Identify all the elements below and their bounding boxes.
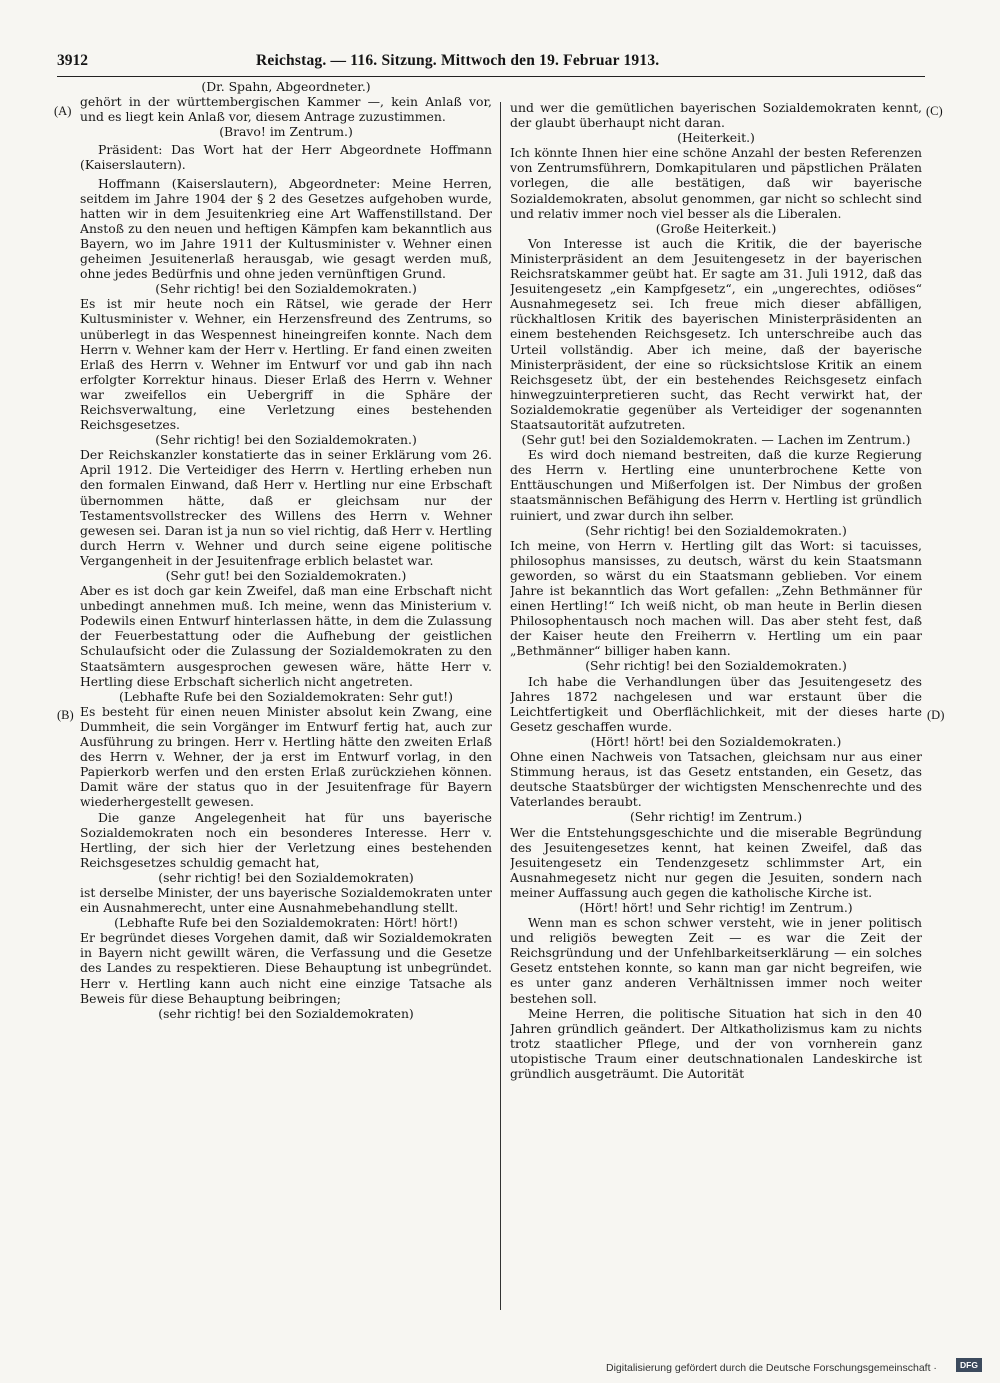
running-header (57, 52, 925, 74)
speech-paragraph: Es ist mir heute noch ein Rätsel, wie gerade der Herr Kultusminister v. Wehner, ein Herzensfreund des Zentrums, so unüberlegt in das Wespennest hineingreifen konnte. Nach dem Herrn v. Wehner kam der Herr v. Hertling. Er fand einen zweiten Erlaß des Herrn v. Wehner im Entwurf vor und gab ihn nach erfolgter Korrektur hinaus. Dieser Erlaß des Herrn v. Wehner war zweifellos ein Uebergriff in die Sphäre der Reichsverwaltung, eine Verletzung eines bestehenden Reichsgesetzes. (80, 296, 492, 433)
interjection: (Sehr richtig! bei den Sozialdemokraten.) (585, 522, 847, 538)
interjection: (Sehr richtig! bei den Sozialdemokraten.) (155, 281, 417, 297)
interjection: (Sehr richtig! bei den Sozialdemokraten.) (585, 658, 847, 674)
speech-paragraph: Ich habe die Verhandlungen über das Jesuitengesetz des Jahres 1872 nachgelesen und war erstaunt über die Leichtfertigkeit und Oberflächlichkeit, mit der dieses harte Gesetz geschaffen wurde. (510, 673, 922, 734)
interjection: (Große Heiterkeit.) (655, 220, 777, 236)
speech-paragraph: und wer die gemütlichen bayerischen Sozialdemokraten kennt, der glaubt überhaupt nicht daran. (510, 100, 922, 131)
interjection: (Sehr richtig! im Zentrum.) (629, 809, 803, 825)
speech-paragraph: Präsident: Das Wort hat der Herr Abgeordnete Hoffmann (Kaiserslautern). (80, 142, 492, 173)
interjection: (Heiterkeit.) (677, 130, 755, 146)
right-text-column (510, 100, 922, 1315)
interjection: (Lebhafte Rufe bei den Sozialdemokraten: Sehr gut!) (119, 688, 453, 704)
interjection: (Sehr richtig! bei den Sozialdemokraten.) (155, 432, 417, 448)
header-rule (57, 76, 925, 77)
speech-paragraph: Hoffmann (Kaiserslautern), Abgeordneter: Meine Herren, seitdem im Jahre 1904 der § 2 des Gesetzes aufgehoben wurde, hatten wir in dem Jesuitenkrieg eine Art Waffenstillstand. Der Anstoß zu den neuen und heftigen Kämpfen kam bekanntlich aus Bayern, wo im Jahre 1911 der Kultusminister v. Wehner einen geheimen Jesuitenerlaß herausgab, wie gesagt werden muß, ohne jedes Bedürfnis und ohne jeden vernünftigen Grund. (80, 175, 492, 282)
interjection: (Bravo! im Zentrum.) (219, 124, 353, 140)
speech-paragraph: Ohne einen Nachweis von Tatsachen, gleichsam nur aus einer Stimmung heraus, ist das Gesetz entstanden, ein Gesetz, das deutsche Staatsbürger der wichtigsten Menschenrechte und des Vaterlandes beraubt. (510, 749, 922, 810)
interjection: (Hört! hört! und Sehr richtig! im Zentrum.) (579, 899, 853, 915)
speech-paragraph: Ich könnte Ihnen hier eine schöne Anzahl der besten Referenzen von Zentrumsführern, Domkapitularen und päpstlichen Prälaten vorlegen, die alle bestätigen, daß wir bayerische Sozialdemokraten, absolut genommen, gar nicht so schlecht sind und relativ immer noch viel besser als die Liberalen. (510, 145, 922, 221)
speech-paragraph: Es besteht für einen neuen Minister absolut kein Zwang, eine Dummheit, die sein Vorgänger im Entwurf fertig hat, auch zur Ausführung zu bringen. Herr v. Hertling hätte den zweiten Erlaß des Herrn v. Wehner, der ja erst im Entwurf vorlag, in den Papierkorb werfen und den ersten Erlaß zurückziehen können. Damit wäre der status quo in der Jesuitenfrage für Bayern wiederhergestellt gewesen. (80, 703, 492, 810)
interjection: (Hört! hört! bei den Sozialdemokraten.) (590, 733, 842, 749)
interjection: (Lebhafte Rufe bei den Sozialdemokraten: Hört! hört!) (114, 915, 458, 931)
digitization-credit: Digitalisierung gefördert durch die Deutsche Forschungsgemeinschaft · (606, 1362, 937, 1374)
speech-paragraph: Von Interesse ist auch die Kritik, die der bayerische Ministerpräsident an dem Jesuitengesetz in der bayerischen Reichsratskammer geübt hat. Er sagte am 31. Juli 1912, daß das Jesuitengesetz „ein Kampfgesetz“, ein „ungerechtes, odiöses“ Ausnahmegesetz sei. Ich freue mich dieser abfälligen, rückhaltlosen Kritik des bayerischen Ministerpräsidenten an einem bestehenden Reichsgesetz. Ich unterschreibe auch das Urteil vollständig. Aber ich meine, daß der bayerische Ministerpräsident, der eine so rücksichtslose Kritik an einem Reichsgesetz übt, der ein bestehendes Reichsgesetz einfach hinwegzuinterpretieren sucht, das Recht verwirkt hat, der Sozialdemokratie gegenüber als Verteidiger der sogenannten Staatsautorität aufzutreten. (510, 235, 922, 432)
speech-paragraph: Es wird doch niemand bestreiten, daß die kurze Regierung des Herrn v. Hertling eine ununterbrochene Kette von Enttäuschungen und Mißerfolgen ist. Der Nimbus der großen staatsmännischen Befähigung des Herrn v. Hertling ist gründlich ruiniert, und zwar durch ihn selber. (510, 447, 922, 523)
margin-marker-a: (A) (54, 104, 72, 118)
speech-paragraph: Wer die Entstehungsgeschichte und die miserable Begründung des Jesuitengesetzes kennt, hat keinen Zweifel, daß das Jesuitengesetz ein Tendenzgesetz schlimmster Art, ein Ausnahmegesetz nicht nur gegen die Jesuiten, sondern nach meiner Auffassung auch gegen die katholische Kirche ist. (510, 824, 922, 900)
speech-paragraph: Ich meine, von Herrn v. Hertling gilt das Wort: si tacuisses, philosophus mansisses, zu deutsch, wärst du kein Staatsmann geworden, so wärst du ein Staatsmann geblieben. Vor einem Jahre ist bekanntlich das Wort gefallen: „Zehn Bethmänner für einen Hertling!“ Ich weiß nicht, ob man heute in Berlin diesen Philosophentausch noch machen will. Das aber steht fest, daß der Kaiser heute den Freiherrn v. Hertling um ein paar „Bethmänner“ billiger haben kann. (510, 537, 922, 659)
speech-paragraph: Die ganze Angelegenheit hat für uns bayerische Sozialdemokraten noch ein besonderes Interesse. Herr v. Hertling, der sich hier der Verletzung eines bestehenden Reichsgesetzes schuldig gemacht hat, (80, 809, 492, 870)
interjection: (sehr richtig! bei den Sozialdemokraten) (158, 869, 414, 885)
speech-paragraph: Der Reichskanzler konstatierte das in seiner Erklärung vom 26. April 1912. Die Verteidiger des Herrn v. Hertling erheben nun den formalen Einwand, daß Herr v. Hertling nur eine Erbschaft übernommen hätte, daß er gleichsam nur der Testamentsvollstrecker des Willens des Herrn v. Wehner gewesen sei. Daran ist ja nun so viel richtig, daß Herr v. Hertling durch Herrn v. Wehner und durch seine eigene politische Vergangenheit in der Jesuitenfrage erblich belastet war. (80, 447, 492, 568)
margin-marker-c: (C) (926, 104, 943, 118)
page-number: 3912 (57, 52, 88, 69)
speech-paragraph: gehört in der württembergischen Kammer —, kein Anlaß vor, und es liegt kein Anlaß vor, diesem Antrage zuzustimmen. (80, 94, 492, 125)
speech-paragraph: Aber es ist doch gar kein Zweifel, daß man eine Erbschaft nicht unbedingt annehmen muß. Ich meine, wenn das Ministerium v. Podewils einen Entwurf hinterlassen hätte, in dem die Zulassung der Feuerbestattung oder die Aufhebung der geistlichen Schulaufsicht oder die Zulassung der Sozialdemokraten zu den Staatsämtern ausgesprochen gewesen wäre, hätte Herr v. Hertling diese Erbschaft sicherlich nicht angetreten. (80, 583, 492, 689)
left-text-column (80, 79, 492, 1314)
session-title: Reichstag. — 116. Sitzung. Mittwoch den 19. Februar 1913. (256, 52, 660, 69)
speech-paragraph: Wenn man es schon schwer versteht, wie in jener politisch und religiös bewegten Zeit — es war die Zeit der Reichsgründung und der Unfehlbarkeitserklärung — ein solches Gesetz entstehen konnte, so kann man gar nicht begreifen, wie es unter ganz anderen Verhältnissen immer noch weiter bestehen soll. (510, 915, 922, 1006)
speech-paragraph: Er begründet dieses Vorgehen damit, daß wir Sozialdemokraten in Bayern nicht gewillt wären, die Verfassung und die Gesetze des Landes zu respektieren. Diese Behauptung ist unbegründet. Herr v. Hertling kann auch nicht eine einzige Tatsache als Beweis für diese Behauptung beibringen; (80, 930, 492, 1006)
speech-paragraph: Meine Herren, die politische Situation hat sich in den 40 Jahren gründlich geändert. Der Altkatholizismus kam zu nichts trotz staatlicher Pflege, und der von vornherein ganz utopistische Traum einer deutschnationalen Landeskirche ist gründlich ausgeträumt. Die Autorität (510, 1005, 922, 1081)
interjection: (sehr richtig! bei den Sozialdemokraten) (158, 1005, 414, 1021)
column-divider (500, 102, 501, 1310)
interjection: (Sehr gut! bei den Sozialdemokraten.) (165, 568, 407, 583)
interjection: (Sehr gut! bei den Sozialdemokraten. — Lachen im Zentrum.) (521, 432, 911, 448)
dfg-logo: DFG (956, 1358, 982, 1372)
margin-marker-d: (D) (927, 708, 945, 722)
interjection: (Dr. Spahn, Abgeordneter.) (201, 79, 371, 94)
margin-marker-b: (B) (57, 708, 74, 722)
speech-paragraph: ist derselbe Minister, der uns bayerische Sozialdemokraten unter ein Ausnahmerecht, unter eine Ausnahmebehandlung stellt. (80, 884, 492, 916)
